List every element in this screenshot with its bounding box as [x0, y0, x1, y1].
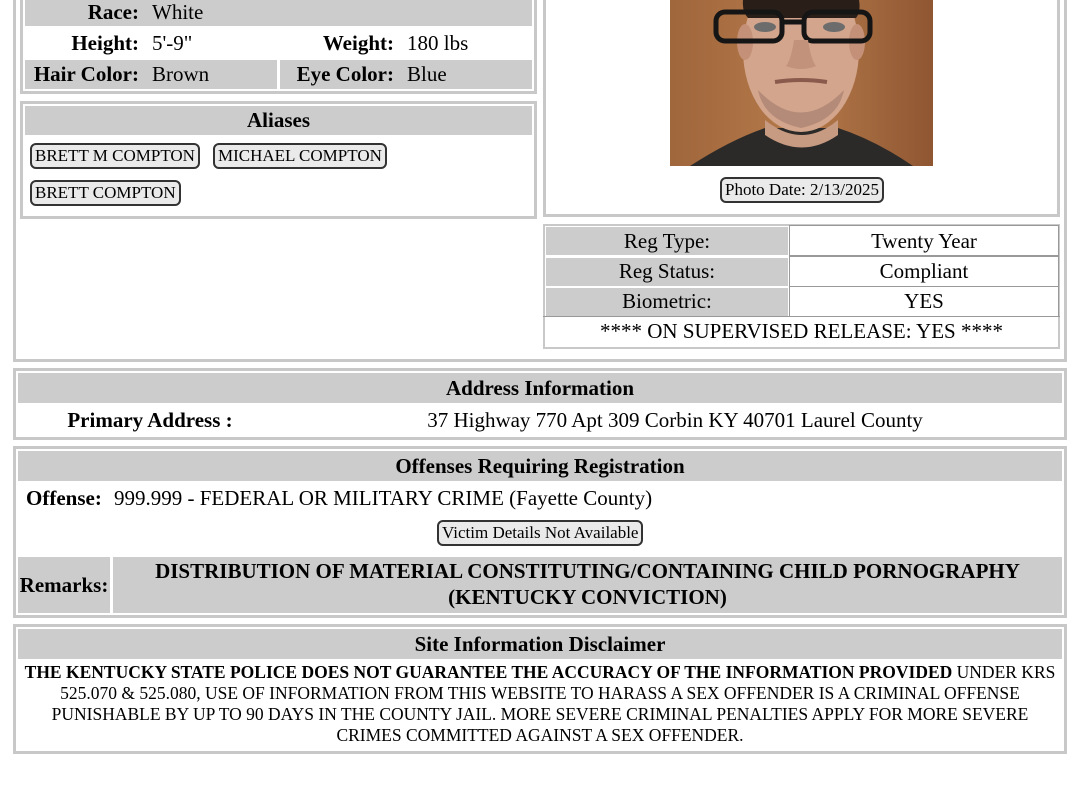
hair-color-value: Brown	[152, 62, 210, 86]
photo-date-badge: Photo Date: 2/13/2025	[720, 177, 884, 203]
biometric-label: Biometric:	[622, 289, 712, 313]
disclaimer-title: Site Information Disclaimer	[18, 629, 1062, 659]
weight-label: Weight:	[322, 31, 394, 55]
reg-type-label: Reg Type:	[623, 229, 711, 253]
biometric-value: YES	[904, 289, 944, 313]
primary-address-label: Primary Address :	[67, 408, 233, 432]
aliases-title: Aliases	[25, 106, 532, 135]
alias-badge: MICHAEL COMPTON	[213, 143, 387, 169]
eye-color-label: Eye Color:	[296, 62, 394, 86]
offender-portrait-image	[670, 0, 933, 166]
race-label: Race:	[87, 0, 139, 24]
reg-type-value: Twenty Year	[871, 229, 977, 253]
remarks-label: Remarks:	[19, 573, 109, 597]
height-value: 5'-9"	[152, 31, 193, 55]
race-value: White	[152, 0, 204, 24]
victim-details-button[interactable]: Victim Details Not Available	[437, 520, 643, 546]
primary-address-value: 37 Highway 770 Apt 309 Corbin KY 40701 Laurel County	[427, 408, 923, 432]
disclaimer-text	[18, 662, 1062, 746]
alias-badge: BRETT COMPTON	[30, 180, 181, 206]
reg-status-label: Reg Status:	[618, 259, 716, 283]
disclaimer-body-text: UNDER KRS 525.070 & 525.080, USE OF INFORMATION FROM THIS WEBSITE TO HARASS A SEX OFFENDER IS A CRIMINAL OFFENSE PUNISHABLE BY UP TO 90 DAYS IN THE COUNTY JAIL. MORE SEVERE CRIMINAL PENALTIES APPLY FOR MORE SEVERE CRIMES COMMITTED AGAINST A SEX OFFENDER.	[51, 662, 1056, 745]
eye-color-value: Blue	[407, 62, 447, 86]
disclaimer-bold-text: THE KENTUCKY STATE POLICE DOES NOT GUARANTEE THE ACCURACY OF THE INFORMATION PROVIDED	[24, 662, 953, 682]
remarks-value: DISTRIBUTION OF MATERIAL CONSTITUTING/CONTAINING CHILD PORNOGRAPHY (KENTUCKY CONVICTION)	[113, 557, 1062, 613]
hair-color-label: Hair Color:	[33, 62, 139, 86]
offense-value: 999.999 - FEDERAL OR MILITARY CRIME (Fayette County)	[114, 486, 653, 510]
weight-value: 180 lbs	[407, 31, 469, 55]
supervised-release-text: **** ON SUPERVISED RELEASE: YES ****	[600, 319, 1003, 343]
address-title: Address Information	[18, 373, 1062, 403]
offender-photo	[670, 0, 933, 166]
alias-badge: BRETT M COMPTON	[30, 143, 200, 169]
reg-status-value: Compliant	[879, 259, 969, 283]
offense-label: Offense:	[26, 486, 102, 510]
offenses-title: Offenses Requiring Registration	[18, 451, 1062, 481]
height-label: Height:	[71, 31, 139, 55]
